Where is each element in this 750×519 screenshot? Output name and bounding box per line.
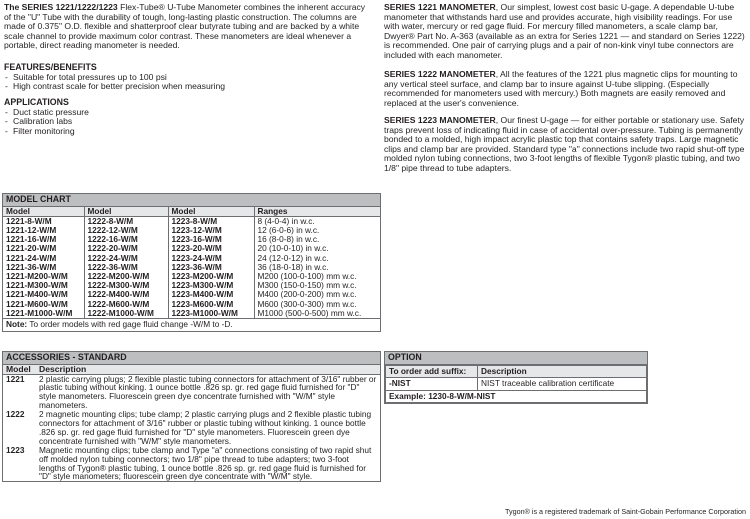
model-chart-model-cell: 1222-M200-W/M (84, 272, 168, 281)
model-chart-model-cell: 1222-24-W/M (84, 254, 168, 263)
model-chart-model-cell: 1222-M1000-W/M (84, 309, 168, 318)
series-1222-title: SERIES 1222 MANOMETER (384, 69, 496, 79)
model-chart-model-cell: 1221-M1000-W/M (6, 307, 73, 318)
model-chart-model-cell: 1221-16-W/M (6, 234, 57, 245)
accessories-header-row (3, 365, 380, 374)
model-chart-model-cell: 1223-20-W/M (168, 244, 254, 253)
model-chart-model-cell: 1222-M300-W/M (84, 281, 168, 290)
model-chart-model-cell: 1222-16-W/M (84, 235, 168, 244)
option-header: To order add suffix: (386, 365, 478, 378)
model-chart-range-cell: M200 (100-0-100) mm w.c. (254, 272, 380, 281)
model-chart-model-cell: 1221-M600-W/M (6, 298, 68, 309)
model-chart-range-cell: 20 (10-0-10) in w.c. (254, 244, 380, 253)
series-1222-text: , All the features of the 1221 plus magnetic clips for mounting to any vertical steel surface, and clamp bar to insure against U-tube slipping. (Especially recommended for manometers used with mercury.) Both magnets are easily removed and replaced at the user's convenience. (384, 69, 738, 108)
model-chart-range-cell: 12 (6-0-6) in w.c. (254, 226, 380, 235)
accessories-body (3, 374, 380, 481)
model-chart-body (3, 216, 380, 318)
option-header-row (386, 365, 647, 378)
model-chart-model-cell: 1221-M200-W/M (6, 271, 68, 282)
model-chart-header: Model (3, 207, 84, 217)
accessories-description-cell: 2 plastic carrying plugs; 2 flexible plastic tubing connectors for attachment of 3/16" rubber or plastic tubing without kinking. 1 ounce bottle .826 sp. gr. red gage fluid furnished for "D" style manometers. Fluorescein green dye concentrate furnished with "W/M" style manometers. (39, 373, 377, 411)
applications-section (4, 98, 370, 136)
model-chart-table (2, 193, 381, 332)
model-chart-model-cell: 1223-8-W/M (168, 216, 254, 226)
accessories-description-cell: Magnetic mounting clips; tube clamp and Type "a" connections consisting of two rapid shut off molded nylon tubing connectors; two 1/8" pipe thread to tube adapters; two 3-foot lengths of Tygon® plastic tubing, 1 ounce bottle .826 sp. gr. red gage fluid is furnished for "D" style manometers; fluorescein green dye concentrate with "W/M" style. (39, 444, 372, 482)
model-chart-row (3, 309, 380, 318)
model-chart-note-text: To order models with red gage fluid change -W/M to -D. (27, 319, 233, 330)
model-chart-title: MODEL CHART (3, 194, 380, 207)
model-chart-model-cell: 1221-M300-W/M (6, 280, 68, 291)
model-chart-range-cell: M1000 (500-0-500) mm w.c. (254, 309, 380, 318)
model-chart-range-cell: M600 (300-0-300) mm w.c. (254, 300, 380, 309)
accessories-header: Model (3, 365, 36, 374)
model-chart-note-label: Note: (6, 319, 28, 330)
model-chart-model-cell: 1221-36-W/M (6, 261, 57, 272)
model-chart-header: Ranges (254, 207, 380, 217)
series-1223-title: SERIES 1223 MANOMETER (384, 115, 496, 125)
model-chart-model-cell: 1221-24-W/M (6, 252, 57, 263)
model-chart-model-cell: 1223-16-W/M (168, 235, 254, 244)
model-chart-model-cell: 1223-36-W/M (168, 263, 254, 272)
model-chart-model-cell: 1223-M1000-W/M (168, 309, 254, 318)
model-chart-range-cell: 16 (8-0-8) in w.c. (254, 235, 380, 244)
model-chart-model-cell: 1223-12-W/M (168, 226, 254, 235)
series-1221-title: SERIES 1221 MANOMETER (384, 2, 496, 12)
model-chart-model-cell: 1222-M400-W/M (84, 290, 168, 299)
model-chart-model-cell: 1223-M600-W/M (168, 300, 254, 309)
accessories-table (2, 351, 381, 482)
model-chart-model-cell: 1222-8-W/M (84, 216, 168, 226)
features-item: - Suitable for total pressures up to 100 psi (4, 73, 370, 83)
intro-series-label: The SERIES 1221/1222/1223 (4, 2, 118, 12)
applications-item: - Duct static pressure (4, 108, 370, 118)
series-1223-text: , Our finest U-gage — for either portable or stationary use. Safety traps prevent loss of indicating fluid in case of accidental over-pressure. Tubing is permanently bonded to a molded, high impact acrylic plastic top that contains safety traps. Large magnetic clips and clamp bar are provided. Standard type "a" connections include two rapid shut-off type molded nylon tubing connections, two 3-foot lengths of flexible Tygon® plastic tubing, and two 1/8" pipe thread to tube adapters. (384, 115, 745, 173)
accessories-header: Description (36, 365, 380, 374)
trademark-note: Tygon® is a registered trademark of Saint-Gobain Performance Corporation (504, 507, 746, 516)
option-row (386, 378, 647, 391)
option-example-row (386, 390, 647, 403)
accessories-model-cell: 1222 (6, 409, 25, 420)
applications-item: - Filter monitoring (4, 127, 370, 137)
model-chart-model-cell: 1221-12-W/M (6, 225, 57, 235)
model-chart-model-cell: 1221-20-W/M (6, 243, 57, 254)
option-suffix: -NIST (386, 378, 478, 391)
intro-text: Flex-Tube® U-Tube Manometer combines the inherent accuracy of the "U" Tube with the durability of tough, long-lasting plastic construction. The columns are made of 0.375" O.D. flexible and shatterproof clear butyrate tubing and are backed by a white scale channel to provide maximum color contrast. These manometers are ideal whenever a portable, direct reading manometer is needed. (4, 2, 366, 51)
features-section (4, 63, 370, 92)
applications-title: APPLICATIONS (4, 97, 69, 107)
model-chart-model-cell: 1223-24-W/M (168, 254, 254, 263)
series-1223-paragraph (384, 116, 746, 174)
option-example: Example: 1230-8-W/M-NIST (386, 390, 647, 403)
model-chart-model-cell: 1223-M400-W/M (168, 290, 254, 299)
model-chart-model-cell: 1223-M200-W/M (168, 272, 254, 281)
option-title: OPTION (385, 352, 647, 365)
accessories-row (3, 374, 380, 410)
model-chart-model-cell: 1222-M600-W/M (84, 300, 168, 309)
series-1221-paragraph (384, 3, 746, 61)
series-1221-text: , Our simplest, lowest cost basic U-gage. A dependable U-tube manometer that withstands hard use and provides accurate, high visibility readings. For use with water, mercury or red gage fluid. For mercury filled manometers, a scale clamp bar, Dwyer® Part No. A-363 (available as an extra for Series 1221 — and standard on Series 1222) is recommended. One pair of carrying plugs and a pair of non-kink vinyl tube connectors are included with each manometer. (384, 2, 745, 60)
accessories-row (3, 446, 380, 482)
applications-item: - Calibration labs (4, 117, 370, 127)
model-chart-note (3, 318, 380, 331)
model-chart-header-row (3, 207, 380, 217)
series-1222-paragraph (384, 70, 746, 108)
model-chart-range-cell: M300 (150-0-150) mm w.c. (254, 281, 380, 290)
model-chart-range-cell: M400 (200-0-200) mm w.c. (254, 290, 380, 299)
model-chart-model-cell: 1222-12-W/M (84, 226, 168, 235)
accessories-model-cell: 1223 (6, 444, 25, 455)
intro-paragraph (4, 3, 370, 51)
model-chart-model-cell: 1221-M400-W/M (6, 289, 68, 300)
option-table (384, 351, 648, 404)
option-description: NIST traceable calibration certificate (478, 378, 647, 391)
model-chart-range-cell: 8 (4-0-4) in w.c. (254, 216, 380, 226)
model-chart-model-cell: 1221-8-W/M (6, 215, 52, 226)
features-item: - High contrast scale for better precision when measuring (4, 82, 370, 92)
model-chart-model-cell: 1222-36-W/M (84, 263, 168, 272)
model-chart-range-cell: 36 (18-0-18) in w.c. (254, 263, 380, 272)
model-chart-header: Model (168, 207, 254, 217)
accessories-model-cell: 1221 (6, 373, 25, 384)
accessories-title: ACCESSORIES - STANDARD (3, 352, 380, 365)
option-header: Description (478, 365, 647, 378)
accessories-description-cell: 2 magnetic mounting clips; tube clamp; 2 plastic carrying plugs and 2 flexible plastic tubing connectors for attachment of 3/16" rubber or plastic tubing without kinking. 1 ounce bottle .826 sp. gr. red gage fluid furnished for "D" style manometers. Fluorescein green dye concentrate furnished with "W/M" style manometers. (39, 409, 372, 446)
model-chart-range-cell: 24 (12-0-12) in w.c. (254, 254, 380, 263)
accessories-row (3, 410, 380, 446)
features-title: FEATURES/BENEFITS (4, 62, 97, 72)
model-chart-header: Model (84, 207, 168, 217)
model-chart-model-cell: 1222-20-W/M (84, 244, 168, 253)
model-chart-model-cell: 1223-M300-W/M (168, 281, 254, 290)
